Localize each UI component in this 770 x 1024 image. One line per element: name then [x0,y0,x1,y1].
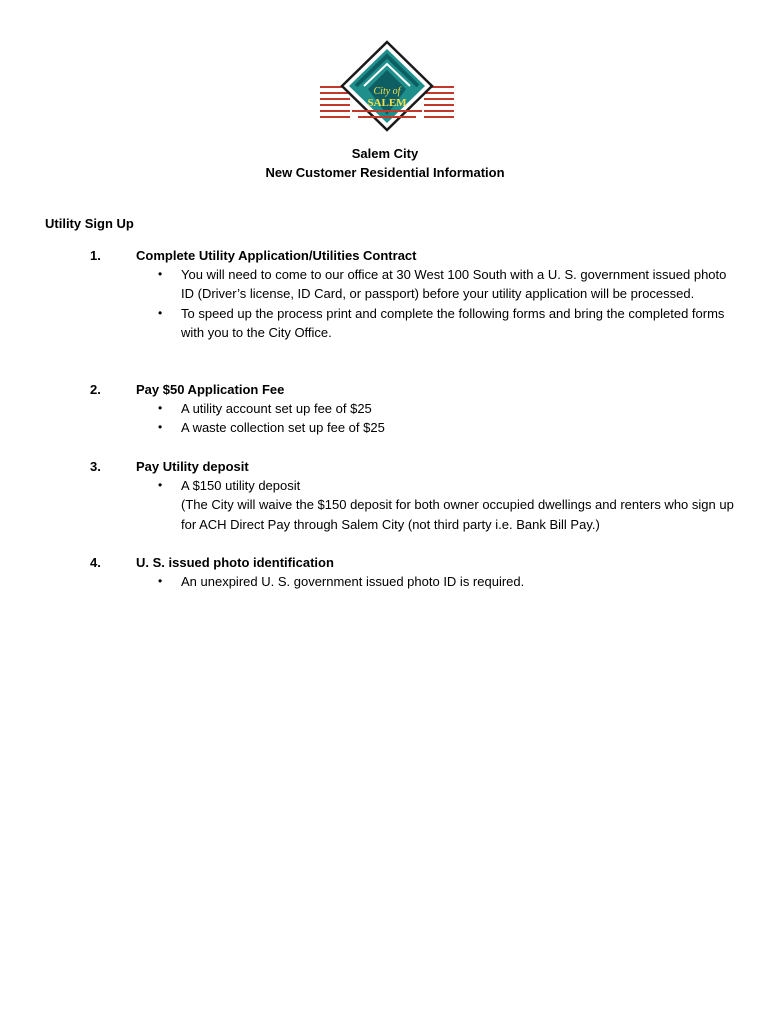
step-number: 3. [90,459,101,474]
step-number: 1. [90,248,101,263]
bullet-icon: • [158,574,163,588]
list-item [158,476,738,534]
document-subtitle: New Customer Residential Information [265,165,505,180]
step-title: Pay $50 Application Fee [136,382,285,397]
bullet-text: An unexpired U. S. government issued photo ID is required. [181,574,525,589]
bullet-icon: • [158,305,163,320]
document-header [0,144,770,182]
bullet-text: To speed up the process print and complete the following forms and bring the completed forms with you to the City Office. [181,305,725,340]
logo-center-stripe-2 [358,116,416,118]
logo-text-salem: SALEM [367,97,407,109]
step-bullets [158,265,738,342]
city-of-salem-logo [318,40,458,140]
section-heading: Utility Sign Up [45,216,134,231]
list-item [158,418,738,437]
step-bullets [158,476,738,534]
bullet-text: A waste collection set up fee of $25 [181,420,385,436]
bullet-icon: • [158,401,163,415]
step-title: Pay Utility deposit [136,459,249,474]
bullet-icon: • [158,267,163,281]
list-item [158,265,738,304]
step-bullets [158,399,738,438]
document-title: Salem City [351,146,419,161]
bullet-icon: • [158,420,163,435]
bullet-icon: • [158,478,163,492]
step-number: 2. [90,382,101,397]
logo-graphic [318,40,458,140]
list-item [158,572,738,591]
step-title: U. S. issued photo identification [136,555,334,570]
bullet-text: A utility account set up fee of $25 [181,401,372,416]
list-item [158,399,738,418]
bullet-text: A $150 utility deposit [181,478,301,493]
step-bullets [158,572,738,591]
deposit-waiver-note: (The City will waive the $150 deposit for both owner occupied dwellings and renters who sign up for ACH Direct Pay through Salem City (not third party i.e. Bank Bill Pay.) [181,497,734,532]
logo-text-city-of: City of [373,86,401,97]
step-title: Complete Utility Application/Utilities Contract [136,248,417,263]
logo-center-stripe-1 [352,110,422,112]
step-number: 4. [90,555,101,570]
list-item [158,304,738,343]
bullet-text: You will need to come to our office at 30 West 100 South with a U. S. government issued photo ID (Driver’s license, ID Card, or passport) before your utility application will be processed. [181,267,727,302]
